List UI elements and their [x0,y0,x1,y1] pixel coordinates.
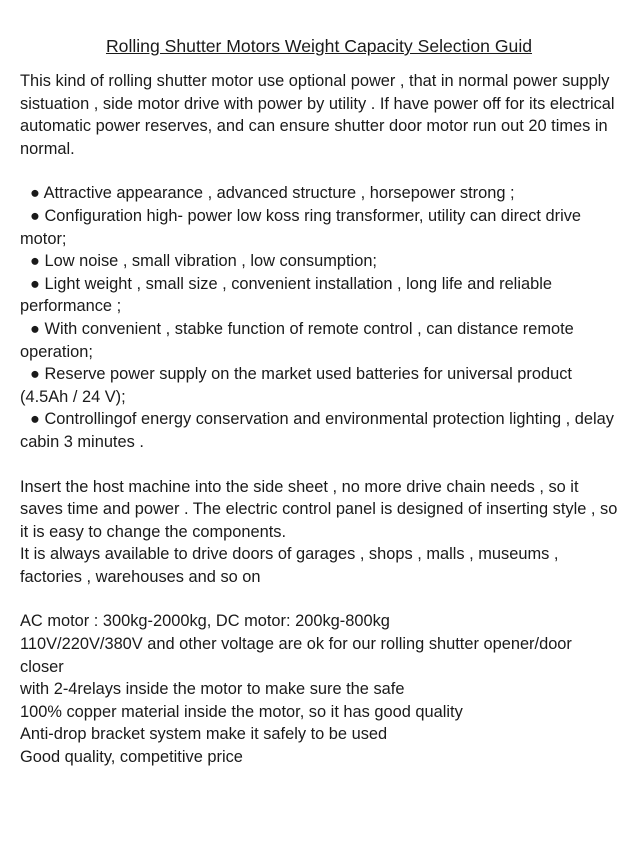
bullet-icon: ● [30,410,40,429]
spec-item: with 2-4relays inside the motor to make sure the safe [20,680,405,699]
bullet-icon: ● [30,319,40,338]
installation-paragraph: Insert the host machine into the side sheet , no more drive chain needs , so it saves time and power . The electric control panel is designed of inserting style , so it is easy to change the components. [20,477,618,541]
feature-item: ● Low noise , small vibration , low consumption; [20,250,618,273]
intro-paragraph: This kind of rolling shutter motor use optional power , that in normal power supply sistuation , side motor drive with power by utility . If have power off for its electrical automatic power reserves, and can ensure shutter door motor run out 20 times in normal. [20,72,615,158]
feature-item: ● Attractive appearance , advanced structure , horsepower strong ; [20,182,618,205]
bullet-icon: ● [30,184,40,203]
spec-list [20,610,618,768]
spec-item: AC motor : 300kg-2000kg, DC motor: 200kg-800kg [20,612,390,631]
bullet-icon: ● [30,206,40,225]
bullet-icon: ● [30,365,40,384]
spec-item: 110V/220V/380V and other voltage are ok for our rolling shutter opener/door closer [20,635,572,676]
applications-paragraph: It is always available to drive doors of garages , shops , malls , museums , factories , warehouses and so on [20,545,559,586]
document-title: Rolling Shutter Motors Weight Capacity Selection Guid [105,36,533,56]
feature-item: ● Configuration high- power low koss ring transformer, utility can direct drive motor; [20,206,582,248]
feature-item: ● Light weight , small size , convenient installation , long life and reliable performance ; [20,274,552,316]
feature-list [20,182,618,453]
feature-item: ● Reserve power supply on the market used batteries for universal product (4.5Ah / 24 V); [20,365,572,406]
spec-item: Anti-drop bracket system make it safely to be used [20,725,388,744]
spec-item: Good quality, competitive price [20,748,243,767]
feature-item: ● Controllingof energy conservation and environmental protection lighting , delay cabin 3 minutes . [20,410,614,451]
bullet-icon: ● [30,274,40,293]
bullet-icon: ● [30,252,40,271]
installation-section [20,476,618,589]
feature-item: ● With convenient , stabke function of remote control , can distance remote operation; [20,319,574,361]
spec-item: 100% copper material inside the motor, so it has good quality [20,702,463,721]
